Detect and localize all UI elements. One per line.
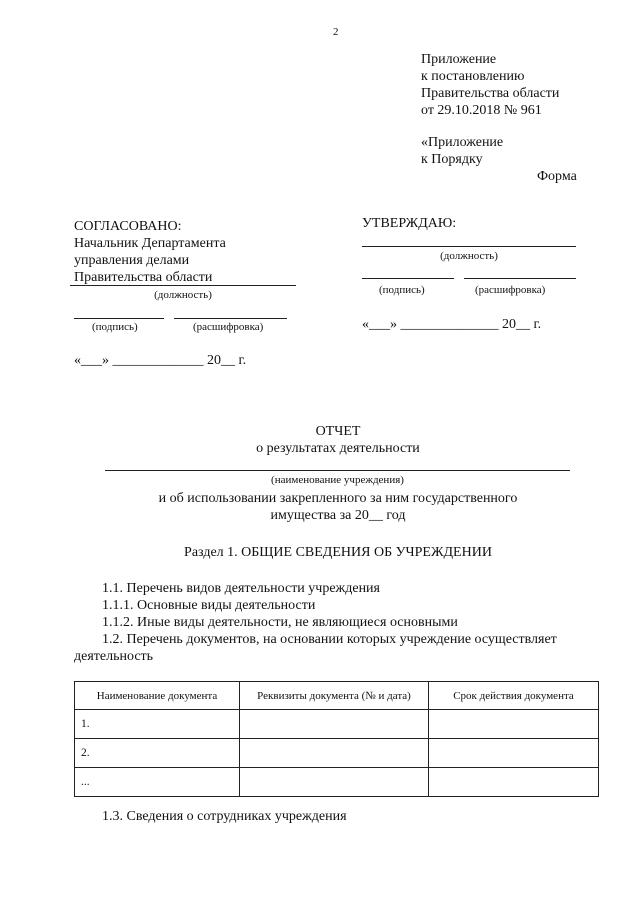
table-cell: 2. — [75, 739, 240, 768]
table-header-row — [75, 682, 599, 710]
column-header: Реквизиты документа (№ и дата) — [240, 682, 429, 710]
agreed-date: «___» _____________ 20__ г. — [74, 353, 247, 368]
agreed-title: СОГЛАСОВАНО: — [74, 219, 182, 234]
decoding-caption: (расшифровка) — [193, 321, 264, 333]
table-row — [75, 768, 599, 797]
table-row — [75, 710, 599, 739]
table-cell: ... — [75, 768, 240, 797]
position-caption: (должность) — [154, 289, 212, 301]
decoding-caption: (расшифровка) — [475, 284, 546, 296]
documents-table — [74, 681, 599, 797]
section-item: деятельность — [74, 649, 154, 664]
section-item: 1.1. Перечень видов деятельности учреждения — [102, 581, 380, 596]
table-cell — [240, 710, 429, 739]
signature-caption: (подпись) — [92, 321, 138, 333]
signature-caption: (подпись) — [379, 284, 425, 296]
table-cell: 1. — [75, 710, 240, 739]
section-item: 1.1.1. Основные виды деятельности — [102, 598, 316, 613]
agreed-line: Начальник Департамента — [74, 236, 226, 251]
table-cell — [429, 710, 599, 739]
form-label: Форма — [537, 169, 577, 184]
decoding-underline — [174, 318, 287, 319]
table-cell — [429, 739, 599, 768]
decoding-underline — [464, 278, 576, 279]
agreed-line: управления делами — [74, 253, 190, 268]
position-underline — [70, 285, 296, 286]
section-heading: Раздел 1. ОБЩИЕ СВЕДЕНИЯ ОБ УЧРЕЖДЕНИИ — [184, 545, 492, 560]
appendix-line: Приложение — [421, 52, 497, 67]
table-cell — [240, 739, 429, 768]
table-cell — [429, 768, 599, 797]
institution-underline — [105, 470, 570, 471]
column-header: Наименование документа — [75, 682, 240, 710]
table-cell — [240, 768, 429, 797]
appendix-line: к постановлению — [421, 69, 525, 84]
column-header: Срок действия документа — [429, 682, 599, 710]
section-item: 1.3. Сведения о сотрудниках учреждения — [102, 809, 347, 824]
appendix-line: «Приложение — [421, 135, 504, 150]
position-underline — [362, 246, 576, 247]
report-line: имущества за 20__ год — [270, 508, 406, 523]
agreed-line: Правительства области — [74, 270, 213, 285]
appendix-line: к Порядку — [421, 152, 483, 167]
report-line: и об использовании закрепленного за ним государственного — [158, 491, 518, 506]
section-item: 1.2. Перечень документов, на основании которых учреждение осуществляет — [102, 632, 557, 647]
section-item: 1.1.2. Иные виды деятельности, не являющиеся основными — [102, 615, 458, 630]
appendix-line: от 29.10.2018 № 961 — [421, 103, 542, 118]
report-title: ОТЧЕТ — [315, 424, 361, 439]
table-row — [75, 739, 599, 768]
institution-caption: (наименование учреждения) — [271, 474, 404, 486]
page-number: 2 — [333, 26, 339, 38]
position-caption: (должность) — [440, 250, 498, 262]
appendix-line: Правительства области — [421, 86, 560, 101]
signature-underline — [74, 318, 164, 319]
approve-date: «___» ______________ 20__ г. — [362, 317, 542, 332]
signature-underline — [362, 278, 454, 279]
approve-title: УТВЕРЖДАЮ: — [362, 216, 457, 231]
report-subtitle: о результатах деятельности — [256, 441, 420, 456]
